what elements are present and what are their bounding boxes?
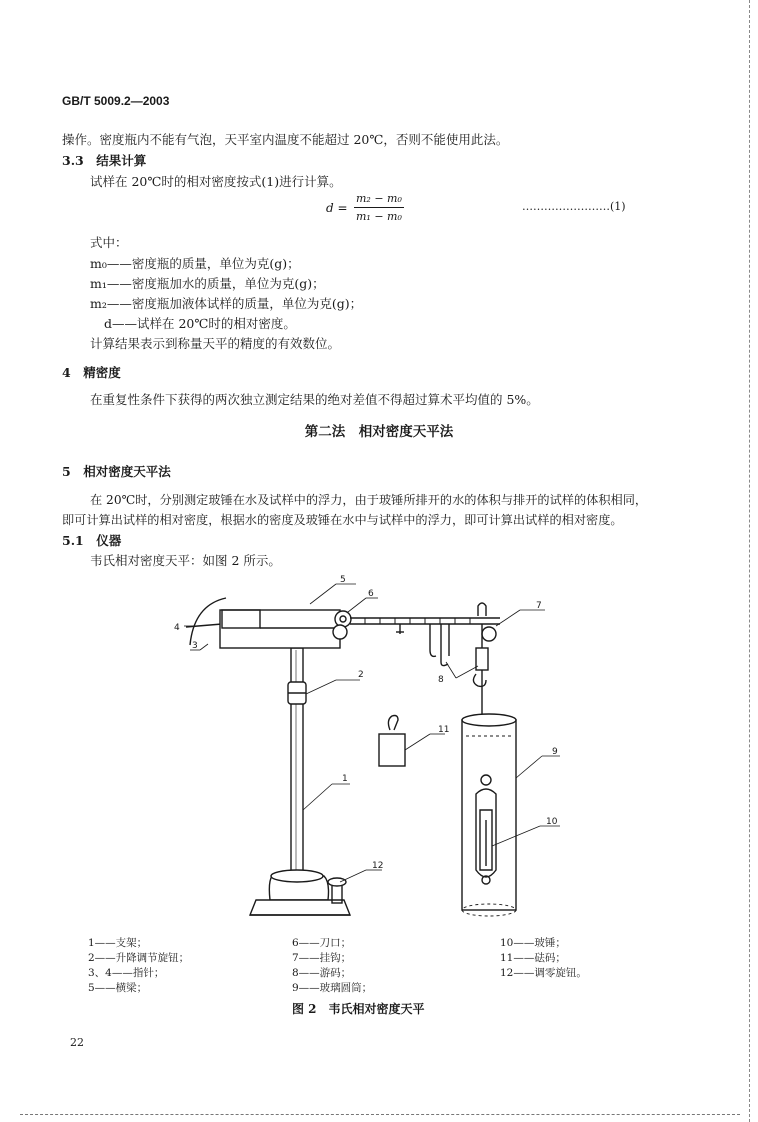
figure-label-3: 3: [192, 641, 198, 651]
text-line: 操作。密度瓶内不能有气泡，天平室内温度不能超过 20℃，否则不能使用此法。: [62, 132, 509, 147]
right-margin-line: [749, 0, 750, 1122]
legend-item: 6——刀口；: [292, 937, 352, 949]
paragraph-line: 即可计算出试样的相对密度，根据水的密度及玻锤在水中与试样中的浮力，即可计算出试样的相对密度。: [62, 513, 623, 527]
legend-item: 3、4——指针；: [88, 967, 165, 979]
figure-label-8: 8: [438, 675, 444, 685]
text-line: 韦氏相对密度天平：如图 2 所示。: [90, 553, 281, 568]
legend-column-1: [88, 936, 189, 996]
text-line: 计算结果表示到称量天平的精度的有效数位。: [90, 336, 341, 351]
formula-denominator: m₁ − m₀: [356, 210, 402, 223]
figure-caption: 图 2 韦氏相对密度天平: [292, 1002, 425, 1016]
legend-column-3: [500, 936, 587, 981]
text-line: 在重复性条件下获得的两次独立测定结果的绝对差值不得超过算术平均值的 5%。: [90, 392, 539, 407]
bottom-dash-line: [20, 1114, 740, 1115]
figure-label-1: 1: [342, 774, 348, 784]
section-5-1-heading: 5.1 仪器: [62, 533, 122, 548]
standard-number: GB/T 5009.2—2003: [62, 94, 170, 108]
legend-item: 5——横梁；: [88, 982, 148, 994]
legend-item: 7——挂钩；: [292, 952, 352, 964]
variable-d: d——试样在 20℃时的相对密度。: [104, 316, 296, 331]
legend-item: 9——玻璃圆筒；: [292, 982, 373, 994]
text-line: 式中：: [90, 235, 128, 250]
section-4-heading: 4 精密度: [62, 365, 121, 380]
variable-m1: m₁——密度瓶加水的质量，单位为克(g)；: [90, 276, 325, 291]
figure-label-11: 11: [438, 725, 450, 735]
figure-label-9: 9: [552, 747, 558, 757]
section-5-heading: 5 相对密度天平法: [62, 464, 171, 479]
paragraph-line: 在 20℃时，分别测定玻锤在水及试样中的浮力，由于玻锤所排开的水的体积与排开的试样的体积相同，: [90, 493, 648, 507]
text-line: 试样在 20℃时的相对密度按式(1)进行计算。: [90, 174, 342, 189]
figure-label-4: 4: [174, 623, 180, 633]
legend-item: 11——砝码；: [500, 952, 566, 964]
method-2-title: 第二法 相对密度天平法: [304, 424, 454, 440]
equation-number: ……………………(1): [522, 200, 626, 213]
legend-column-2: [292, 936, 372, 996]
formula-numerator: m₂ − m₀: [356, 192, 402, 205]
page-number: 22: [70, 1036, 84, 1049]
figure-label-10: 10: [546, 817, 558, 827]
legend-item: 2——升降调节旋钮；: [88, 952, 190, 964]
legend-item: 12——调零旋钮。: [500, 967, 587, 979]
figure-label-2: 2: [358, 670, 364, 680]
figure-label-12: 12: [372, 861, 384, 871]
legend-item: 8——游码；: [292, 967, 352, 979]
variable-m2: m₂——密度瓶加液体试样的质量，单位为克(g)；: [90, 296, 363, 311]
figure-label-7: 7: [536, 601, 542, 611]
figure-label-5: 5: [340, 575, 346, 585]
legend-item: 1——支架；: [88, 937, 148, 949]
fraction-bar: [354, 207, 404, 208]
variable-m0: m₀——密度瓶的质量，单位为克(g)；: [90, 256, 300, 271]
section-3-3-heading: 3.3 结果计算: [62, 153, 147, 168]
figure-label-6: 6: [368, 589, 374, 599]
westphal-balance-figure: [160, 570, 580, 930]
legend-item: 10——玻锤；: [500, 937, 566, 949]
formula-lhs: d =: [326, 201, 348, 215]
